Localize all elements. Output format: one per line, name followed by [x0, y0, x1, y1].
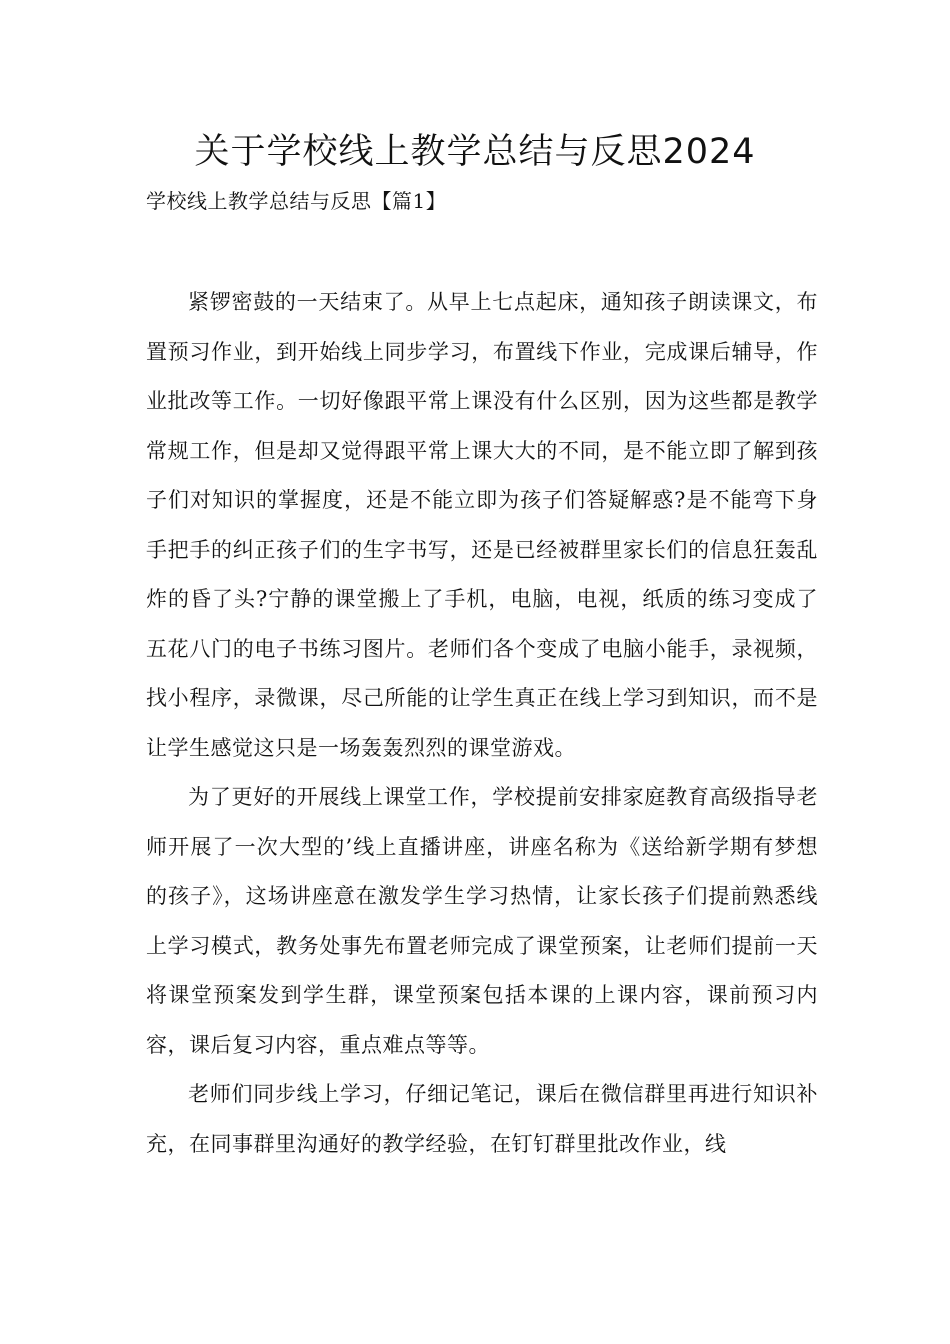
- document-subtitle: 学校线上教学总结与反思【篇1】: [146, 189, 447, 213]
- paragraph-1: 紧锣密鼓的一天结束了。从早上七点起床，通知孩子朗读课文，布置预习作业，到开始线上同步学习，布置线下作业，完成课后辅导，作业批改等工作。一切好像跟平常上课没有什么区别，因为这些都是教学常规工作，但是却又觉得跟平常上课大大的不同，是不能立即了解到孩子们对知识的掌握度，还是不能立即为孩子们答疑解惑?是不能弯下身手把手的纠正孩子们的生字书写，还是已经被群里家长们的信息狂轰乱炸的昏了头?宁静的课堂搬上了手机，电脑，电视，纸质的练习变成了五花八门的电子书练习图片。老师们各个变成了电脑小能手，录视频，找小程序，录微课，尽己所能的让学生真正在线上学习到知识，而不是让学生感觉这只是一场轰轰烈烈的课堂游戏。: [146, 290, 818, 760]
- document-body: [146, 278, 818, 1169]
- document-title: 关于学校线上教学总结与反思2024: [194, 132, 756, 172]
- paragraph-3: 老师们同步线上学习，仔细记笔记，课后在微信群里再进行知识补充，在同事群里沟通好的教学经验，在钉钉群里批改作业，线: [146, 1082, 818, 1156]
- paragraph-2: 为了更好的开展线上课堂工作，学校提前安排家庭教育高级指导老师开展了一次大型的’线上直播讲座，讲座名称为《送给新学期有梦想的孩子》，这场讲座意在激发学生学习热情，让家长孩子们提前熟悉线上学习模式，教务处事先布置老师完成了课堂预案，让老师们提前一天将课堂预案发到学生群，课堂预案包括本课的上课内容，课前预习内容，课后复习内容，重点难点等等。: [146, 785, 818, 1057]
